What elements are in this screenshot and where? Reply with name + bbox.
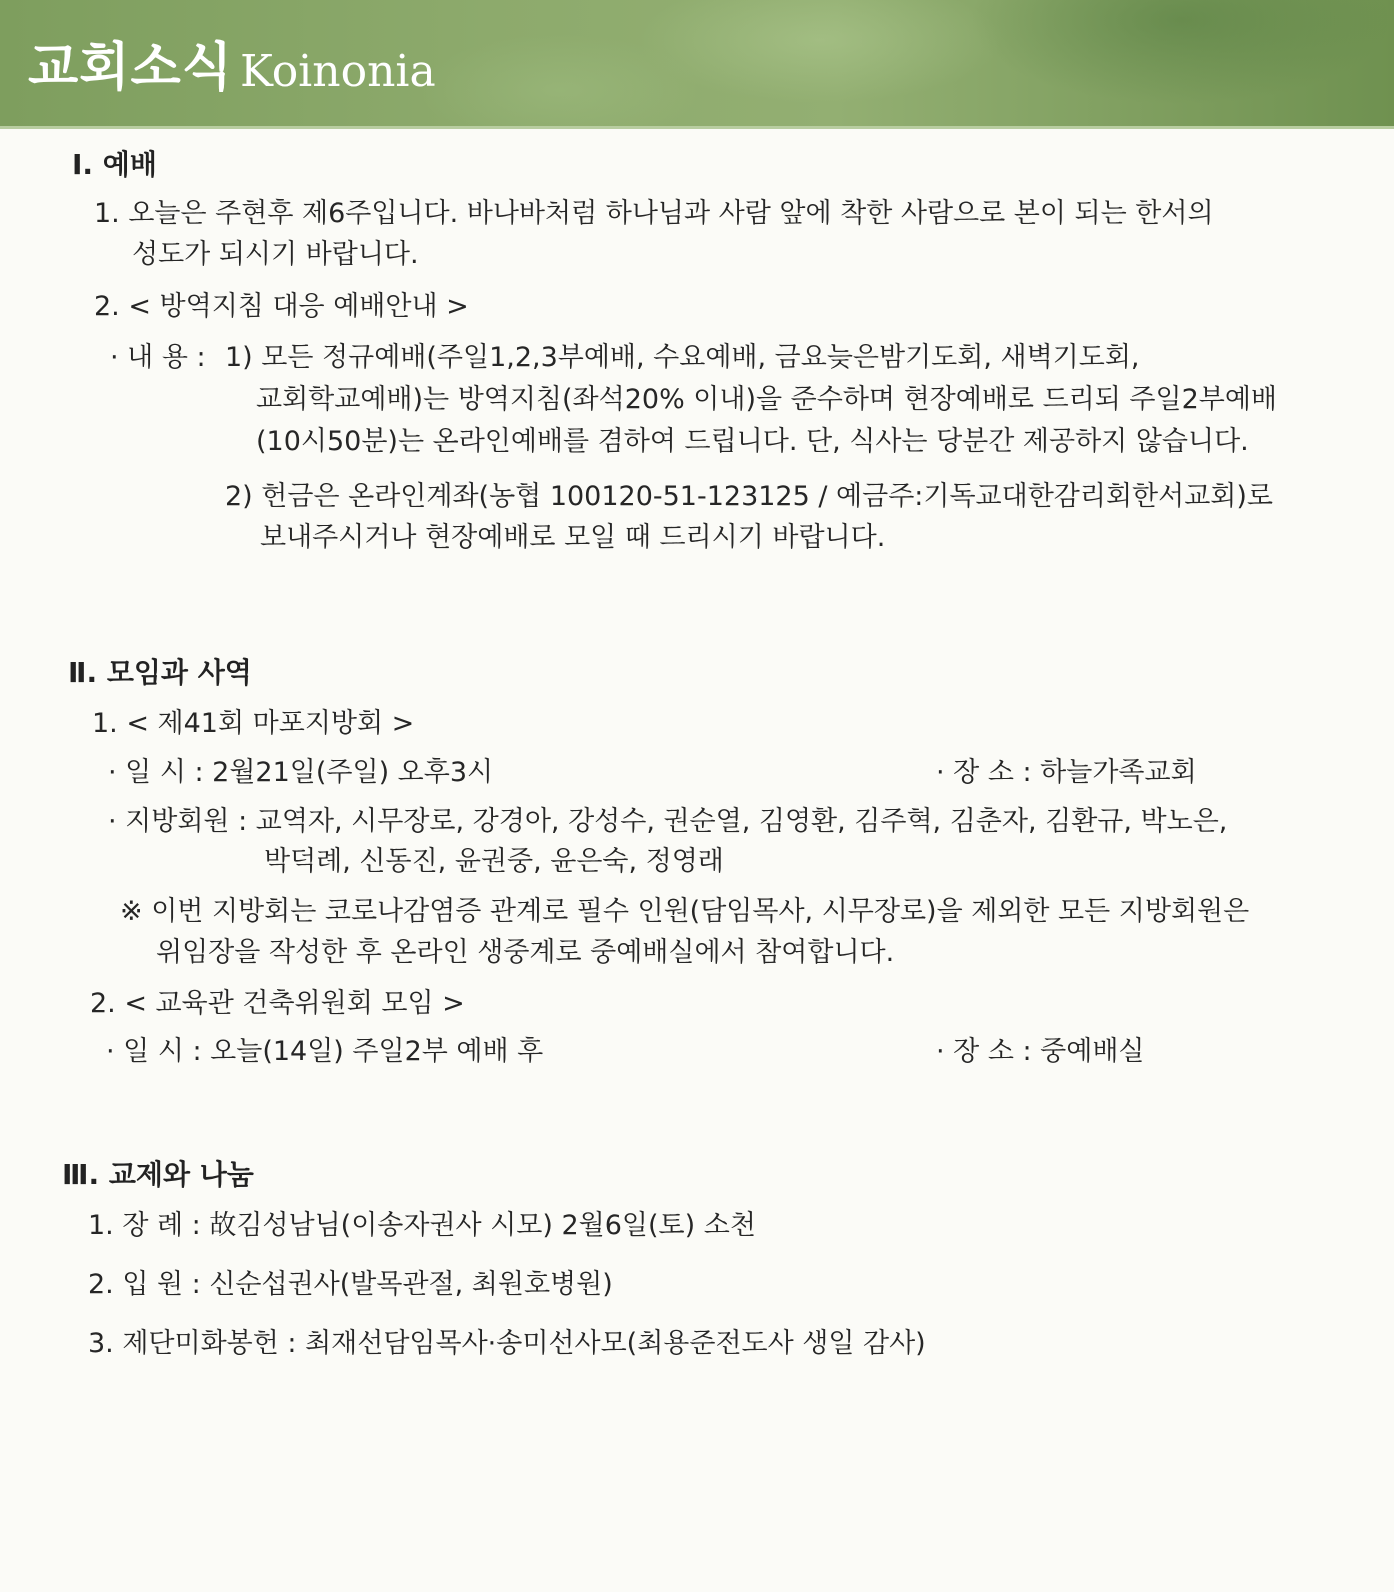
section-1-item-2-p1-line-1: 1) 모든 정규예배(주일1,2,3부예배, 수요예배, 금요늦은밤기도회, 새벽기도회, [225, 342, 1140, 373]
section-1-item-2-label: · 내 용 : [110, 342, 206, 373]
section-1-item-2-p2-line-1: 2) 헌금은 온라인계좌(농협 100120-51-123125 / 예금주:기독교대한감리회한서교회)로 [225, 481, 1273, 512]
section-2-item-2-place: · 장 소 : 중예배실 [936, 1036, 1145, 1067]
section-2-item-1-place: · 장 소 : 하늘가족교회 [936, 757, 1197, 788]
section-1-heading: Ⅰ. 예배 [72, 148, 157, 181]
page-subtitle: Koinonia [240, 46, 436, 97]
section-2-item-1-members-line-2: 박덕례, 신동진, 윤권중, 윤은숙, 정영래 [264, 846, 724, 877]
section-1-item-2-p1-line-2: 교회학교예배)는 방역지침(좌석20% 이내)을 준수하며 현장예배로 드리되 주일2부예배 [256, 384, 1277, 415]
page-title: 교회소식 [28, 38, 233, 98]
section-2-item-1-note-line-1: ※ 이번 지방회는 코로나감염증 관계로 필수 인원(담임목사, 시무장로)을 제외한 모든 지방회원은 [120, 896, 1250, 927]
section-1-item-2-p1-line-3: (10시50분)는 온라인예배를 겸하여 드립니다. 단, 식사는 당분간 제공하지 않습니다. [256, 426, 1249, 457]
section-1-item-1-line-1: 1. 오늘은 주현후 제6주입니다. 바나바처럼 하나님과 사람 앞에 착한 사람으로 본이 되는 한서의 [94, 198, 1214, 229]
section-1-item-2-title: 2. < 방역지침 대응 예배안내 > [94, 291, 469, 322]
section-2-item-1-members-line-1: · 지방회원 : 교역자, 시무장로, 강경아, 강성수, 권순열, 김영환, 김주혁, 김춘자, 김환규, 박노은, [108, 806, 1228, 837]
header-banner [0, 0, 1394, 129]
section-2-item-1-note-line-2: 위임장을 작성한 후 온라인 생중계로 중예배실에서 참여합니다. [156, 937, 895, 968]
section-3-heading: Ⅲ. 교제와 나눔 [62, 1158, 254, 1191]
section-3-item-2: 2. 입 원 : 신순섭권사(발목관절, 최원호병원) [88, 1269, 613, 1300]
section-2-heading: Ⅱ. 모임과 사역 [68, 656, 252, 689]
section-2-item-2-title: 2. < 교육관 건축위원회 모임 > [90, 988, 465, 1019]
section-2-item-1-date: · 일 시 : 2월21일(주일) 오후3시 [108, 757, 494, 788]
section-2-item-2-date: · 일 시 : 오늘(14일) 주일2부 예배 후 [106, 1036, 544, 1067]
section-3-item-3: 3. 제단미화봉헌 : 최재선담임목사·송미선사모(최용준전도사 생일 감사) [88, 1328, 926, 1359]
section-3-item-1: 1. 장 례 : 故김성남님(이송자권사 시모) 2월6일(토) 소천 [88, 1210, 756, 1241]
section-1-item-1-line-2: 성도가 되시기 바랍니다. [132, 239, 419, 270]
section-1-item-2-p2-line-2: 보내주시거나 현장예배로 모일 때 드리시기 바랍니다. [260, 522, 886, 553]
section-2-item-1-title: 1. < 제41회 마포지방회 > [92, 708, 415, 739]
